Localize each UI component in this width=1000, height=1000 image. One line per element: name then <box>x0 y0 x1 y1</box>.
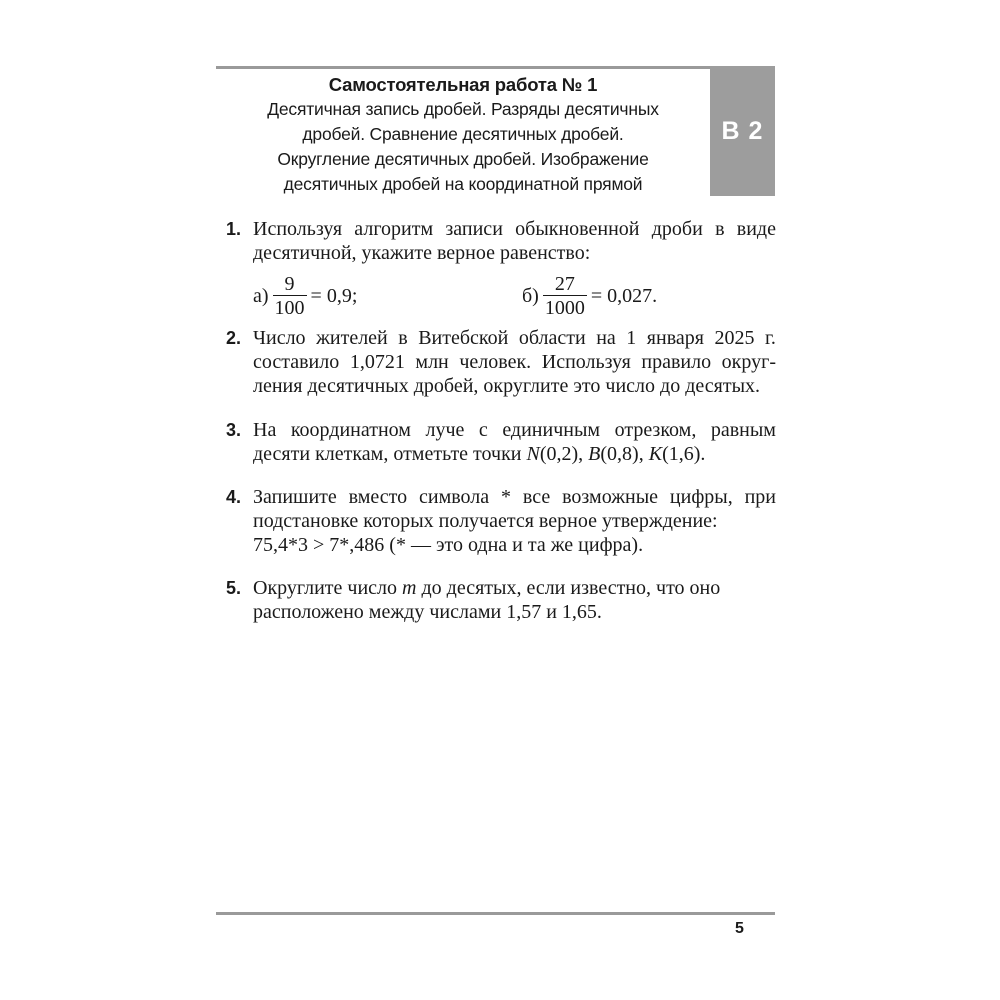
word: луче <box>425 419 465 441</box>
word: алгоритм <box>354 218 434 240</box>
task-line: десяти клеткам, отметьте точки N(0,2), B(0,8), K(1,6). <box>253 443 706 465</box>
fraction <box>273 273 307 319</box>
task-line <box>253 350 776 374</box>
word: округ- <box>721 351 776 373</box>
option-label: а) <box>253 285 269 307</box>
word: координатном <box>290 419 411 441</box>
word: на <box>596 327 616 349</box>
word: составило <box>253 351 340 373</box>
word: единичным <box>502 419 601 441</box>
word: г. <box>764 327 776 349</box>
footer-divider <box>216 912 775 915</box>
subtitle-line: Округление десятичных дробей. Изображение <box>277 149 649 169</box>
point-coord: (1,6) <box>662 443 701 465</box>
word: виде <box>736 218 776 240</box>
word: символа <box>419 486 490 508</box>
word: правило <box>641 351 712 373</box>
word: обыкновенной <box>515 218 640 240</box>
option-b <box>522 267 657 325</box>
variant-badge <box>710 66 775 196</box>
word: возможные <box>562 486 659 508</box>
task-number: 2. <box>226 328 242 348</box>
variant-label: В 2 <box>721 116 764 145</box>
word: На <box>253 419 277 441</box>
word: Число <box>253 327 306 349</box>
word: дроби <box>651 218 703 240</box>
task-body <box>253 576 776 624</box>
task-body <box>253 418 776 466</box>
point-name: K <box>648 443 663 465</box>
subtitle-line: Десятичная запись дробей. Разряды десятичных <box>267 99 659 119</box>
task-line: расположено между числами 1,57 и 1,65. <box>253 601 602 623</box>
numerator: 9 <box>284 273 295 295</box>
answer-options <box>253 267 776 325</box>
option-result: = 0,9; <box>310 285 358 307</box>
task-line: подстановке которых получается верное утверждение: <box>253 510 718 532</box>
task-body <box>253 217 776 325</box>
task-number: 5. <box>226 578 242 598</box>
task-number: 3. <box>226 420 242 440</box>
point-coord: (0,8) <box>600 443 639 465</box>
word: в <box>715 218 725 240</box>
task-line <box>253 326 776 350</box>
fraction <box>543 273 587 319</box>
variable: m <box>402 577 417 599</box>
task-number: 4. <box>226 487 242 507</box>
header-text <box>216 69 710 196</box>
word: цифры, <box>669 486 733 508</box>
point-name: N <box>526 443 540 465</box>
point-coord: (0,2) <box>539 443 579 465</box>
word: 1 <box>626 327 637 349</box>
word: Используя <box>253 218 343 240</box>
point-name: B <box>588 443 601 465</box>
option-label: б) <box>522 285 539 307</box>
word: вместо <box>348 486 408 508</box>
word: Витебской <box>418 327 509 349</box>
word: при <box>744 486 776 508</box>
word: области <box>518 327 586 349</box>
task-line: ления десятичных дробей, округлите это число до десятых. <box>253 375 761 397</box>
word: 1,0721 <box>349 351 405 373</box>
word: записи <box>445 218 503 240</box>
subtitle-line: десятичных дробей на координатной прямой <box>283 174 643 194</box>
task-body <box>253 485 776 557</box>
option-result: = 0,027. <box>590 285 658 307</box>
task-body <box>253 326 776 398</box>
page-number: 5 <box>735 920 744 937</box>
task-number: 1. <box>226 219 242 239</box>
word: * <box>501 486 512 508</box>
task-line <box>253 485 776 509</box>
page-title: Самостоятельная работа № 1 <box>328 74 598 95</box>
task-line <box>253 217 776 241</box>
subtitle-line: дробей. Сравнение десятичных дробей. <box>302 124 624 144</box>
word: 2025 <box>714 327 755 349</box>
numerator: 27 <box>554 273 575 295</box>
word: Используя <box>541 351 631 373</box>
word: отрезком, <box>614 419 697 441</box>
word: в <box>398 327 408 349</box>
task-line <box>253 418 776 442</box>
header-box <box>216 66 775 196</box>
word: с <box>478 419 488 441</box>
word: равным <box>710 419 776 441</box>
task-line: Округлите число m до десятых, если известно, что оно <box>253 577 721 599</box>
word: жителей <box>316 327 388 349</box>
word: млн <box>415 351 449 373</box>
task-line: 75,4*3 > 7*,486 (* — это одна и та же цифра). <box>253 534 644 556</box>
word: все <box>522 486 551 508</box>
denominator: 100 <box>274 297 305 319</box>
word: января <box>646 327 704 349</box>
task-line: десятичной, укажите верное равенство: <box>253 242 591 264</box>
option-a <box>253 267 357 325</box>
denominator: 1000 <box>544 297 585 319</box>
word: человек. <box>459 351 532 373</box>
word: Запишите <box>253 486 337 508</box>
